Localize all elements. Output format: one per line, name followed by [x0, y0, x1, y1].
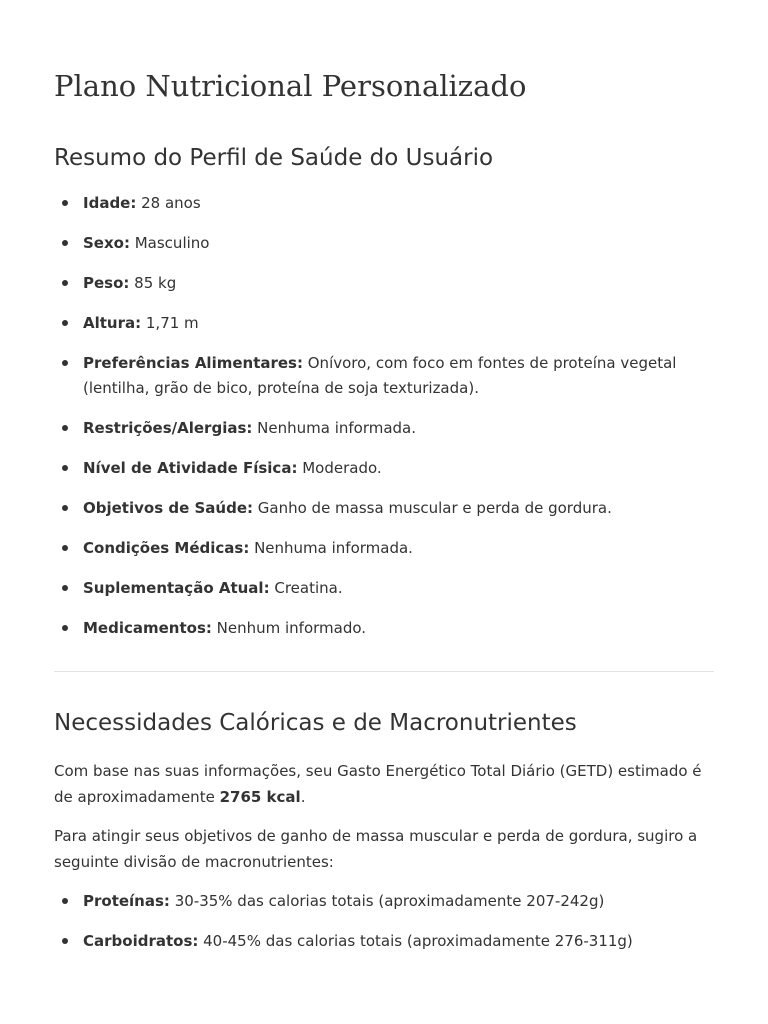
item-label: Condições Médicas:	[83, 539, 250, 557]
item-label: Objetivos de Saúde:	[83, 499, 253, 517]
getd-paragraph	[54, 758, 714, 810]
profile-item-suplementacao	[54, 576, 714, 601]
item-value: 85 kg	[129, 274, 177, 292]
item-label: Nível de Atividade Física:	[83, 459, 298, 477]
profile-item-preferencias	[54, 351, 714, 401]
item-label: Carboidratos:	[83, 932, 199, 950]
macro-list	[54, 889, 714, 969]
item-label: Suplementação Atual:	[83, 579, 270, 597]
macro-item-carboidratos	[54, 929, 714, 954]
item-value: 28 anos	[136, 194, 201, 212]
item-value: Creatina.	[269, 579, 343, 597]
profile-list	[54, 191, 714, 656]
item-label: Preferências Alimentares:	[83, 354, 303, 372]
profile-item-condicoes	[54, 536, 714, 561]
item-value: Nenhuma informada.	[249, 539, 413, 557]
item-label: Restrições/Alergias:	[83, 419, 253, 437]
profile-section-heading: Resumo do Perfil de Saúde do Usuário	[54, 145, 494, 171]
item-value: 1,71 m	[141, 314, 199, 332]
item-value: Nenhum informado.	[211, 619, 367, 637]
profile-item-restricoes	[54, 416, 714, 441]
item-label: Medicamentos:	[83, 619, 212, 637]
item-label: Sexo:	[83, 234, 130, 252]
calories-section-heading: Necessidades Calóricas e de Macronutrientes	[54, 710, 577, 736]
item-value: Masculino	[129, 234, 210, 252]
item-value: 30-35% das calorias totais (aproximadamente 207-242g)	[169, 892, 605, 910]
item-label: Proteínas:	[83, 892, 170, 910]
item-value: Onívoro, com foco em fontes de proteína vegetal (lentilha, grão de bico, proteína de soja texturizada).	[83, 354, 677, 397]
profile-item-objetivos	[54, 496, 714, 521]
macro-item-proteinas	[54, 889, 714, 914]
item-value: Ganho de massa muscular e perda de gordura.	[253, 499, 612, 517]
getd-text-after: .	[300, 788, 306, 806]
profile-item-atividade	[54, 456, 714, 481]
item-label: Peso:	[83, 274, 130, 292]
page-title: Plano Nutricional Personalizado	[54, 69, 527, 103]
profile-item-idade	[54, 191, 714, 216]
item-value: 40-45% das calorias totais (aproximadamente 276-311g)	[198, 932, 633, 950]
profile-item-peso	[54, 271, 714, 296]
section-divider	[54, 671, 714, 672]
item-label: Altura:	[83, 314, 142, 332]
getd-text-before: Com base nas suas informações, seu Gasto Energético Total Diário (GETD) estimado é de aproximadamente	[54, 762, 702, 806]
profile-item-altura	[54, 311, 714, 336]
profile-item-medicamentos	[54, 616, 714, 641]
item-value: Moderado.	[297, 459, 382, 477]
profile-item-sexo	[54, 231, 714, 256]
getd-value: 2765 kcal	[219, 788, 301, 806]
item-label: Idade:	[83, 194, 137, 212]
macro-split-paragraph: Para atingir seus objetivos de ganho de massa muscular e perda de gordura, sugiro a seguinte divisão de macronutrientes:	[54, 827, 698, 871]
item-value: Nenhuma informada.	[252, 419, 417, 437]
